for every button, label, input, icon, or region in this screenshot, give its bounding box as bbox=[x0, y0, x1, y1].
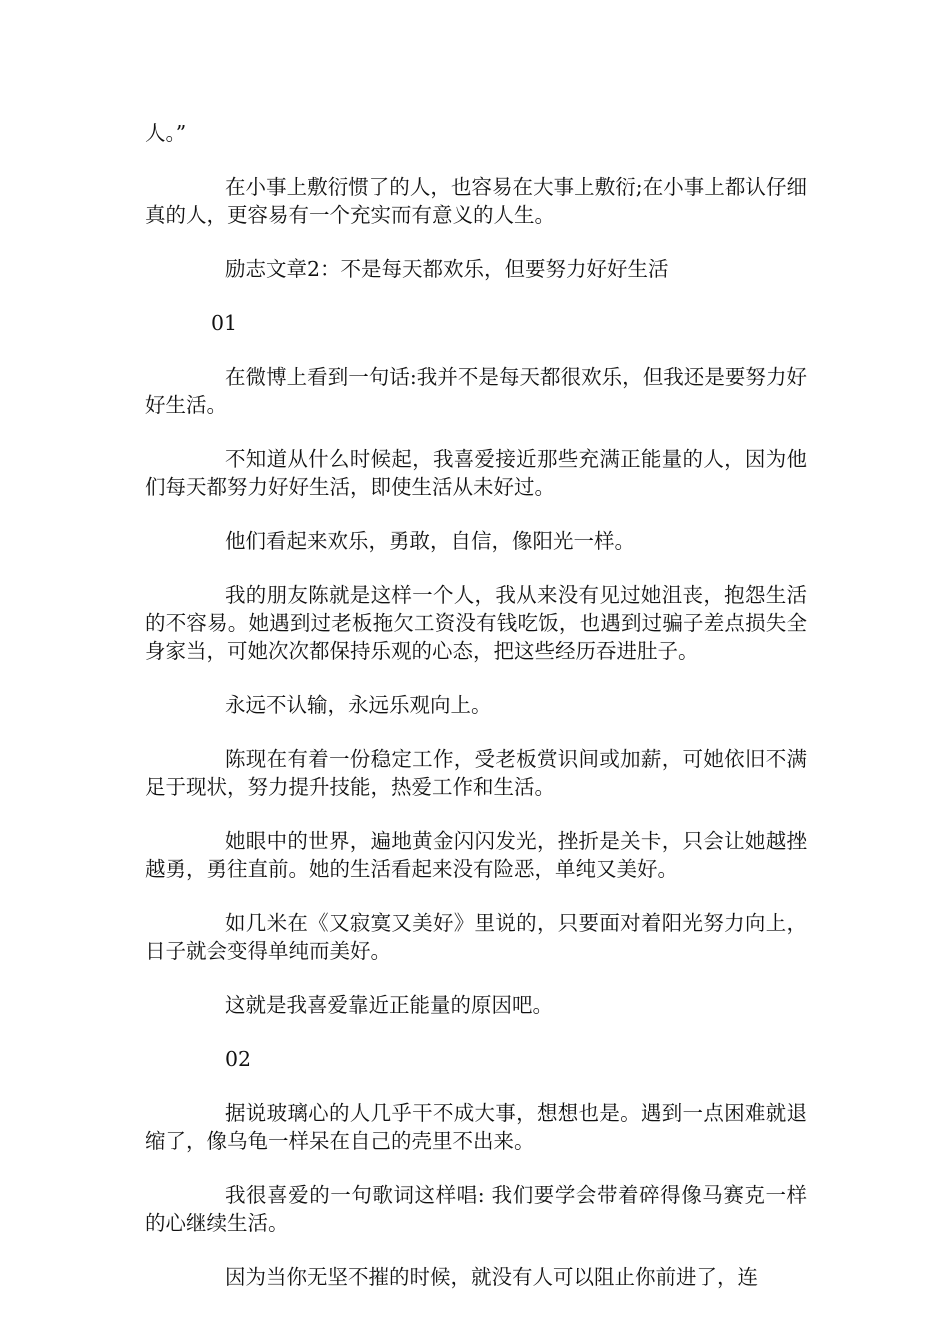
paragraph: 因为当你无坚不摧的时候，就没有人可以阻止你前进了，连 bbox=[225, 1265, 758, 1289]
paragraph: 据说玻璃心的人几乎干不成大事，想想也是。遇到一点困难就退缩了，像乌龟一样呆在自己的壳里不出来。 bbox=[145, 1101, 807, 1153]
paragraph: 他们看起来欢乐，勇敢，自信，像阳光一样。 bbox=[225, 529, 635, 553]
article-heading: 励志文章2：不是每天都欢乐，但要努力好好生活 bbox=[225, 257, 669, 281]
paragraph-continuation: 人。” bbox=[145, 121, 187, 145]
document-body bbox=[145, 119, 807, 1317]
paragraph: 她眼中的世界，遍地黄金闪闪发光，挫折是关卡，只会让她越挫越勇，勇往直前。她的生活看起来没有险恶，单纯又美好。 bbox=[145, 829, 807, 881]
paragraph: 在微博上看到一句话:我并不是每天都很欢乐，但我还是要努力好好生活。 bbox=[145, 365, 807, 417]
section-number: 02 bbox=[225, 1047, 252, 1071]
paragraph: 不知道从什么时候起，我喜爱接近那些充满正能量的人，因为他们每天都努力好好生活，即使生活从未好过。 bbox=[145, 447, 807, 499]
paragraph: 陈现在有着一份稳定工作，受老板赏识间或加薪，可她依旧不满足于现状，努力提升技能，热爱工作和生活。 bbox=[145, 747, 807, 799]
section-number: 01 bbox=[211, 311, 238, 335]
paragraph: 在小事上敷衍惯了的人，也容易在大事上敷衍;在小事上都认仔细真的人，更容易有一个充实而有意义的人生。 bbox=[145, 175, 807, 227]
paragraph: 如几米在《又寂寞又美好》里说的，只要面对着阳光努力向上，日子就会变得单纯而美好。 bbox=[145, 911, 807, 963]
paragraph: 这就是我喜爱靠近正能量的原因吧。 bbox=[225, 993, 553, 1017]
paragraph: 我很喜爱的一句歌词这样唱: 我们要学会带着碎得像马赛克一样的心继续生活。 bbox=[145, 1183, 807, 1235]
paragraph: 我的朋友陈就是这样一个人，我从来没有见过她沮丧，抱怨生活的不容易。她遇到过老板拖欠工资没有钱吃饭，也遇到过骗子差点损失全身家当，可她次次都保持乐观的心态，把这些经历吞进肚子。 bbox=[145, 583, 807, 663]
paragraph: 永远不认输，永远乐观向上。 bbox=[225, 693, 492, 717]
